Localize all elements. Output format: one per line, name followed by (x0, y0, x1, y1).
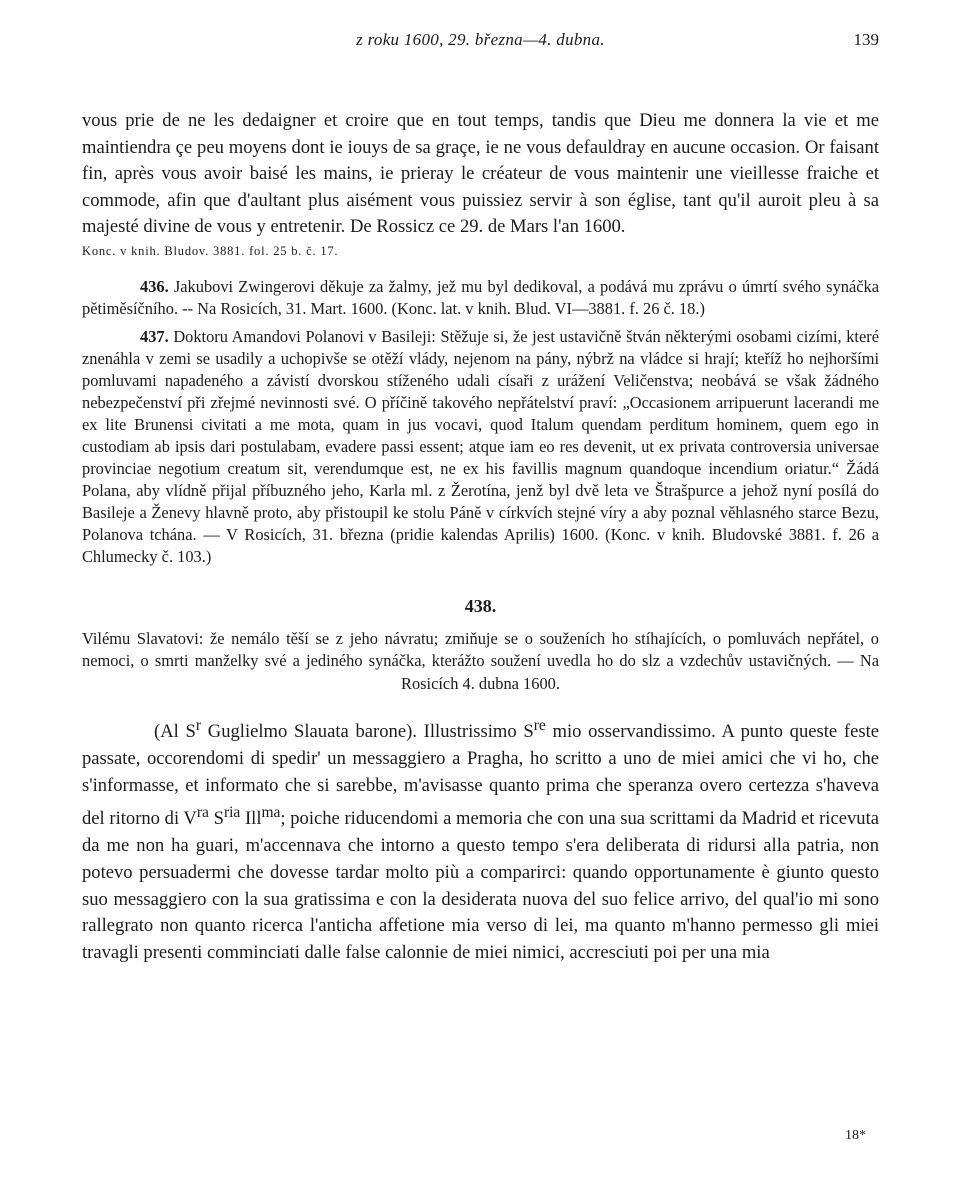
running-title: z roku 1600, 29. března—4. dubna. (356, 30, 605, 49)
french-letter-source-note: Konc. v knih. Bludov. 3881. fol. 25 b. č. 17. (82, 243, 339, 258)
french-letter-text: vous prie de ne les dedaigner et croire que en tout temps, tandis que Dieu me donnera la vie et me maintiendra çe peu moyens dont ie iouys de sa graçe, ie ne vous defauldray en aucune occasion. Or faisant fin, après vous avoir baisé les mains, ie prieray le créateur de vous maintenir une vieillesse fraiche et commode, afin que d'aultant plus aisément vous puissiez servir à son église, tant qu'il auroit pleu à sa majesté divine de vous y entretenir. De Rossicz ce 29. de Mars l'an 1600. (82, 110, 879, 238)
signature-mark: 18* (845, 1128, 866, 1143)
italian-letter-text: (Al $S^r$ Guglielmo Slauata barone). Illustrissimo $S^{re}$ mio osservandissimo. A punto queste feste passate, occorendomi di spedir' un messaggiero a Pragha, ho scritto a uno de miei amici che vi ho, che s'informasse, et informato che si sarebbe, m'avisasse quanto prima che speranza overo certezza s'haveva del ritorno di $V^{ra}$ $S^{ria}$ Ill$^{ma}$; poiche riducendomi a memoria che con una sua scrittami da Madrid et ricevuta da me non ha guari, m'accennava che intorno a questo tempo s'era deliberata di ridursi alla patria, non potevo persuadermi che dovesse tardar molto più a comparirci: quando opportunamente è giunto questo suo messaggiero con la sua gratissima e con la desiderata nuova del suo felice arrivo, del qual'io mi sono rallegrato non quanto ricerca l'anticha affetione mia verso di lei, ma quanto m'hanno permesso gli miei travagli presenti comminciati dalle false calonnie de miei nimici, accresciuti poi per una mia (82, 717, 880, 964)
book-page (82, 30, 879, 967)
entry-436 (82, 276, 879, 320)
document-438-number: 438. (464, 595, 497, 616)
page-number: 139 (853, 30, 879, 49)
document-438-summary: Vilému Slavatovi: že nemálo těší se z jeho návratu; zmiňuje se o souženích ho stíhajících, o pomluvách nepřátel, o nemoci, o smrti manželky své a jediného synáčka, kterážto soužení uvedla ho do slz a vzdechův ustavičných. — Na Rosicích 4. dubna 1600. (82, 628, 879, 693)
entry-436-text: Jakubovi Zwingerovi děkuje za žalmy, jež mu byl dedikoval, a podává mu zprávu o úmrtí svého synáčka pětiměsíčního. -- Na Rosicích, 31. Mart. 1600. (Konc. lat. v knih. Blud. VI—3881. f. 26 č. 18.) (82, 276, 879, 318)
entry-437-text: Doktoru Amandovi Polanovi v Basileji: Stěžuje si, že jest ustavičně štván některými osobami cizími, které znenáhla v zemi se usadily a uchopivše se otěží vlády, nejenom na pány, nýbrž na vládce si hrají; kteříž ho nejhoršími pomluvami napadeného a závistí dvorskou stíženého udali císaři z urážení Veličenstva; neobává se však žádného nebezpečenství při zřejmé nevinnosti své. O příčině takového nepřátelství praví: „Occasionem arripuerunt lacerandi me ex lite Brunensi civitati a me mota, quam in jus vocavi, quod Italum quendam perditum hominem, quem ego in custodiam ab ipsis dari postulabam, evadere passi essent; atque iam eo res devenit, ut ex privata controversia universae provinciae negotium creatum sit, verendumque est, ne ex his favillis magnum quandoque incendium oriatur.“ Žádá Polana, aby vlídně přijal příbuzného jeho, Karla ml. z Žerotína, jenž byl dvě leta ve Štrašpurce a jehož nyní posílá do Basileje a Ženevy hlavně proto, aby přistoupil ke stolu Páně v církvích stejné víry a aby poznal věhlasného starce Bezu, Polanova tchána. — V Rosicích, 31. března (pridie kalendas Aprilis) 1600. (Konc. v knih. Bludovské 3881. f. 26 a Chlumecky č. 103.) (82, 326, 879, 566)
running-header (82, 30, 879, 58)
entry-437 (82, 326, 879, 568)
entry-436-number: 436. (140, 276, 169, 296)
entry-437-number: 437. (140, 326, 169, 346)
